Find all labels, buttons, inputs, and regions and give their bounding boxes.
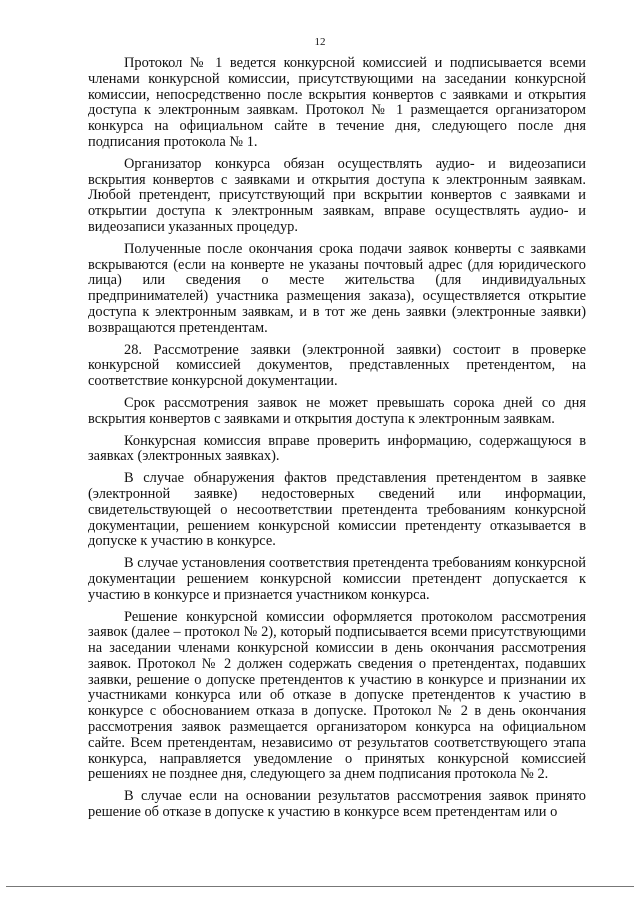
page-number: 12	[314, 36, 326, 48]
paragraph-5: Срок рассмотрения заявок не может превышать сорока дней со дня вскрытия конвертов с заявками и открытия доступа к электронным заявкам.	[88, 394, 586, 427]
paragraph-3: Полученные после окончания срока подачи заявок конверты с заявками вскрываются (если на конверте не указаны почтовый адрес (для юридического лица) или сведения о месте жительства (для индивидуальных предпринимателей) участника размещения заказа), осуществляется открытие доступа к электронным заявкам, и в тот же день заявки (электронные заявки) возвращаются претендентам.	[88, 240, 586, 336]
paragraph-8: В случае установления соответствия претендента требованиям конкурсной документации решением конкурсной комиссии претендент допускается к участию в конкурсе и признается участником конкурса.	[88, 555, 586, 603]
paragraph-4: 28. Рассмотрение заявки (электронной заявки) состоит в проверке конкурсной комиссией документов, представленных претендентом, на соответствие конкурсной документации.	[88, 341, 586, 390]
paragraph-6: Конкурсная комиссия вправе проверить информацию, содержащуюся в заявках (электронных заявках).	[88, 432, 586, 465]
paragraph-1: Протокол № 1 ведется конкурсной комиссией и подписывается всеми членами конкурсной комиссии, присутствующими на заседании конкурсной комиссии, непосредственно после вскрытия конвертов с заявками и открытия доступа к электронным заявкам. Протокол № 1 размещается организатором конкурса на официальном сайте в течение дня, следующего после дня подписания протокола № 1.	[88, 55, 586, 150]
paragraph-2: Организатор конкурса обязан осуществлять аудио- и видеозаписи вскрытия конвертов с заявками и открытия доступа к электронным заявкам. Любой претендент, присутствующий при вскрытии конвертов с заявками и открытии доступа к электронным заявкам, вправе осуществлять аудио- и видеозаписи указанных процедур.	[88, 155, 586, 235]
paragraph-7: В случае обнаружения фактов представления претендентом в заявке (электронной заявке) недостоверных сведений или информации, свидетельствующей о несоответствии претендента требованиям конкурсной документации, решением конкурсной комиссии претенденту отказывается в допуске к участию в конкурсе.	[88, 470, 586, 550]
paragraph-9: Решение конкурсной комиссии оформляется протоколом рассмотрения заявок (далее – протокол № 2), который подписывается всеми присутствующими на заседании членами конкурсной комиссии в день окончания рассмотрения заявок. Протокол № 2 должен содержать сведения о претендентах, подавших заявки, решение о допуске претендентов к участию в конкурсе и признании их участниками конкурса или об отказе в допуске претендентов к участию в конкурсе с обоснованием отказа в допуске. Протокол № 2 в день окончания рассмотрения заявок размещается организатором конкурса на официальном сайте. Всем претендентам, независимо от результатов соответствующего этапа конкурса, направляется уведомление о принятых конкурсной комиссией решениях не позднее дня, следующего за днем подписания протокола № 2.	[88, 608, 586, 783]
document-body	[88, 56, 586, 827]
paragraph-10: В случае если на основании результатов рассмотрения заявок принято решение об отказе в допуске к участию в конкурсе всем претендентам или о	[88, 788, 586, 821]
bottom-divider	[6, 886, 634, 887]
